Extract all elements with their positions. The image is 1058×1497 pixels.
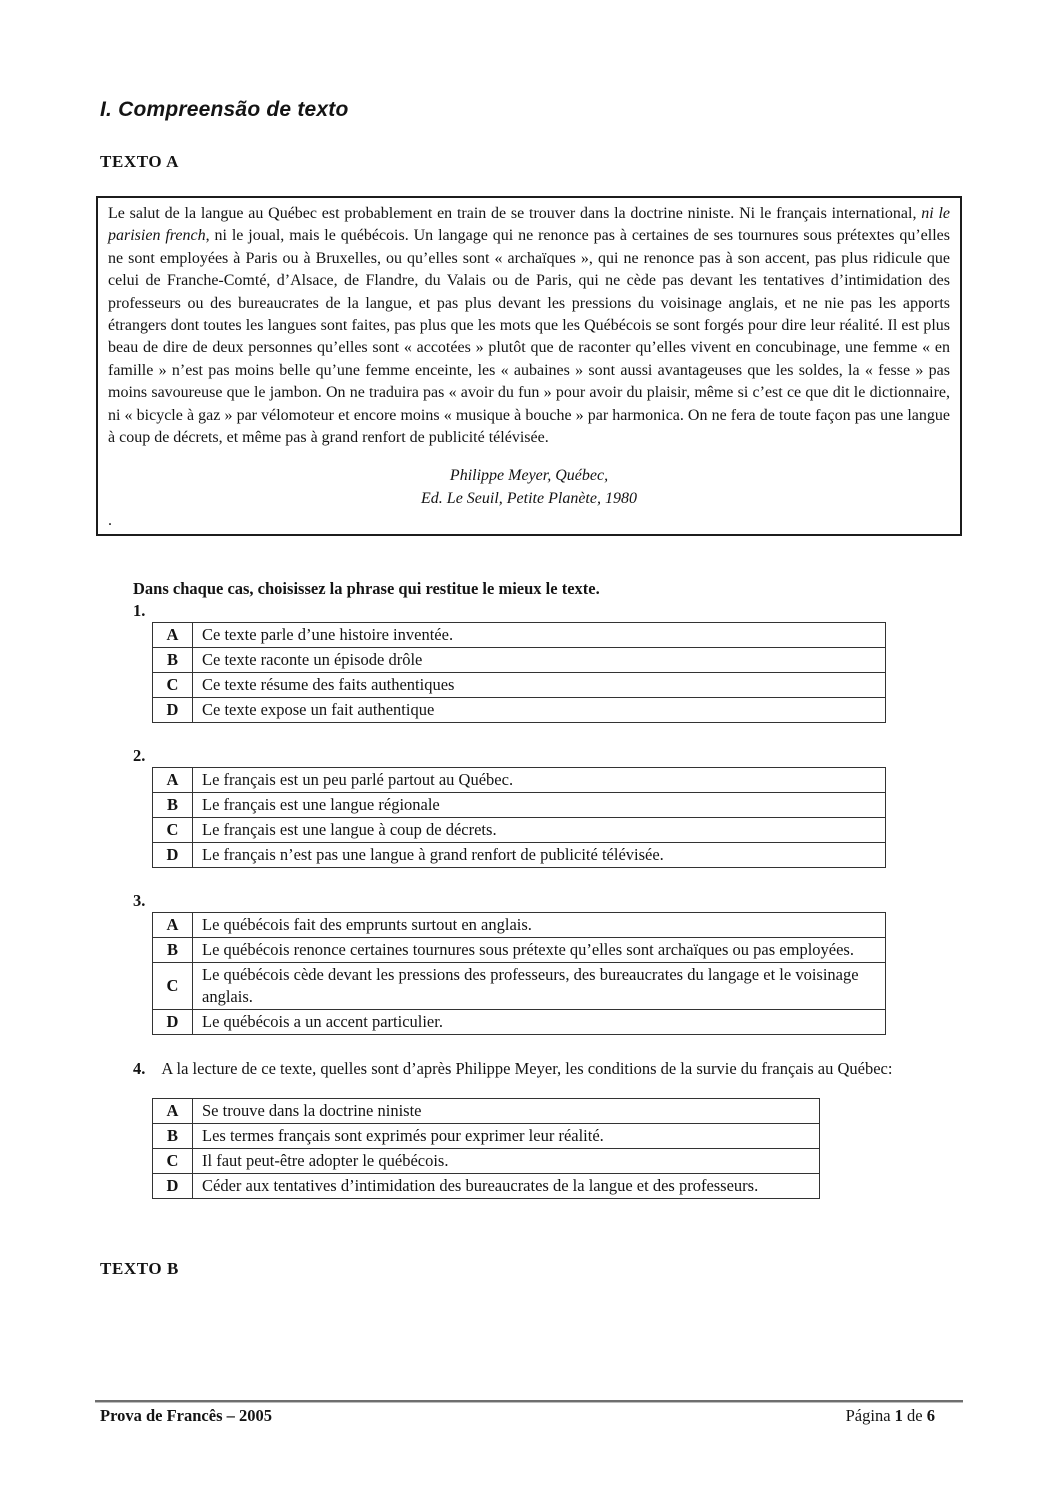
question-4-options-table [152,1098,820,1199]
option-row [153,1010,886,1035]
option-row [153,648,886,673]
option-row [153,818,886,843]
option-text: Il faut peut-être adopter le québécois. [193,1149,820,1174]
stray-period: . [108,512,112,530]
option-letter: B [153,793,193,818]
option-letter: A [153,768,193,793]
instruction-text: Dans chaque cas, choisissez la phrase qui restitue le mieux le texte. [133,579,600,599]
texto-b-label: TEXTO B [100,1259,179,1279]
texto-a-paragraph [108,203,950,449]
option-text: Se trouve dans la doctrine niniste [193,1099,820,1124]
option-letter: B [153,1124,193,1149]
option-text: Céder aux tentatives d’intimidation des bureaucrates de la langue et des professeurs. [193,1174,820,1199]
option-letter: D [153,698,193,723]
page-number: 1 [894,1406,903,1425]
option-letter: D [153,1174,193,1199]
page-footer [95,1400,963,1426]
footer-document-title: Prova de Francês – 2005 [100,1406,273,1425]
option-letter: C [153,1149,193,1174]
page-of-label: de [907,1406,923,1425]
question-1-number: 1. [133,601,146,621]
option-letter: C [153,818,193,843]
option-row [153,793,886,818]
option-row [153,768,886,793]
option-text: Ce texte raconte un épisode drôle [193,648,886,673]
option-letter: B [153,648,193,673]
option-row [153,673,886,698]
texto-a-box [96,196,962,536]
texto-a-label: TEXTO A [100,152,179,171]
option-letter: D [153,843,193,868]
option-letter: A [153,1099,193,1124]
page-content [0,98,1058,1279]
option-letter: C [153,673,193,698]
option-text: Ce texte résume des faits authentiques [193,673,886,698]
question-2-options-table [152,767,886,868]
paragraph-segment-1: Le salut de la langue au Québec est probablement en train de se trouver dans la doctrine niniste. Ni le français international, [108,205,922,222]
question-2-number: 2. [133,746,146,766]
option-row [153,843,886,868]
option-text: Ce texte expose un fait authentique [193,698,886,723]
question-1-options-table [152,622,886,723]
option-row [153,913,886,938]
section-title: I. Compreensão de texto [100,98,349,121]
footer-page-info [846,1406,935,1426]
option-text: Le français est une langue à coup de décrets. [193,818,886,843]
option-text: Le québécois a un accent particulier. [193,1010,886,1035]
question-4-number: 4. [133,1059,146,1079]
paragraph-italic-phrase: ni le parisien french [108,205,950,245]
paragraph-segment-2: , ni le joual, mais le québécois. Un langage qui ne renonce pas à certaines de ses tournures sous prétextes qu’elles ne sont employées à Paris ou à Bruxelles, ou qu’elles sont « archaïques », qui ne renonce pas à son accent, pas plus ridicule que celui de Franche-Comté, d’Alsace, de Flandre, du Valais ou de Paris, qui ne cède pas devant les tentatives d’intimidation des professeurs ou des bureaucrates de la langue, et pas plus devant les pressions du voisinage anglais, et ne nie pas les apports étrangers dont toutes les langues sont faites, pas plus que les mots que les Québécois se sont forgés pour dire leur réalité. Il est plus beau de dire de deux personnes qu’elles sont « accotées » plutôt que de raconter qu’elles vivent en concubinage, une femme « en famille » n’est pas moins belle qu’une femme enceinte, les « aubaines » sont aussi avantageuses que les soldes, la « fesse » pas moins savoureuse que le jambon. On ne traduira pas « avoir du fun » pour avoir du plaisir, même si c’est ce que dit le dictionnaire, ni « bicycle à gaz » par vélomoteur et encore moins « musique à bouche » par harmonica. On ne fera de toute façon pas une langue à coup de décrets, et même pas à grand renfort de publicité télévisée. [108,227,950,447]
option-text: Les termes français sont exprimés pour exprimer leur réalité. [193,1124,820,1149]
question-3-options-table [152,912,886,1035]
option-row [153,698,886,723]
option-row [153,623,886,648]
question-4-text: A la lecture de ce texte, quelles sont d’après Philippe Meyer, les conditions de la survie du français au Québec: [161,1059,893,1079]
option-letter: D [153,1010,193,1035]
footer-row [95,1403,963,1426]
option-letter: C [153,963,193,1010]
option-row [153,1174,820,1199]
page-total: 6 [926,1406,935,1425]
question-3-number: 3. [133,891,146,911]
option-letter: B [153,938,193,963]
option-row [153,1099,820,1124]
option-text: Le québécois cède devant les pressions des professeurs, des bureaucrates du langage et le voisinage anglais. [193,963,886,1010]
attribution-author: Philippe Meyer, Québec, [449,467,609,485]
option-text: Ce texte parle d’une histoire inventée. [193,623,886,648]
option-text: Le français est une langue régionale [193,793,886,818]
option-row [153,938,886,963]
option-text: Le français est un peu parlé partout au Québec. [193,768,886,793]
option-letter: A [153,623,193,648]
option-row [153,963,886,1010]
option-row [153,1124,820,1149]
option-text: Le québécois renonce certaines tournures sous prétexte qu’elles sont archaïques ou pas employées. [193,938,886,963]
option-row [153,1149,820,1174]
question-4-prompt [123,1057,958,1080]
option-letter: A [153,913,193,938]
option-text: Le français n’est pas une langue à grand renfort de publicité télévisée. [193,843,886,868]
option-text: Le québécois fait des emprunts surtout en anglais. [193,913,886,938]
page-label: Página [845,1406,891,1425]
attribution-edition: Ed. Le Seuil, Petite Planète, 1980 [421,489,637,507]
